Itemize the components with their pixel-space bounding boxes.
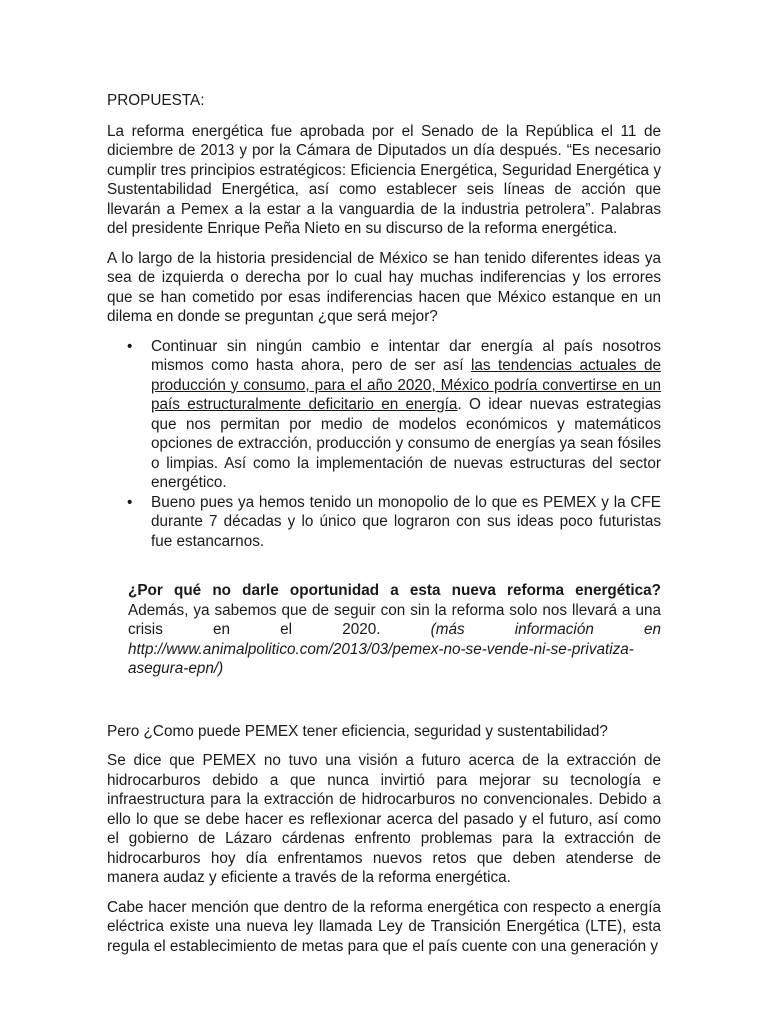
bullet-icon: • [127, 493, 133, 511]
paragraph-reform-approval: La reforma energética fue aprobada por el Senado de la República el 11 de diciembre de 2013 y por la Cámara de Diputados un día después. “Es necesario cumplir tres principios estratégicos: Eficiencia Energética, Seguridad Energética y Sustentabilidad Energética, así como establecer seis líneas de acción que llevarán a Pemex a la estar a la vanguardia de la industria petrolera”. Palabras del presidente Enrique Peña Nieto en su discurso de la reforma energética. [107, 122, 661, 237]
paragraph-pemex-question: Pero ¿Como puede PEMEX tener eficiencia, seguridad y sustentabilidad? [107, 722, 608, 740]
paragraph-pemex-vision: Se dice que PEMEX no tuvo una visión a futuro acerca de la extracción de hidrocarburos debido a que nunca invirtió para mejorar su tecnología e infraestructura para la extracción de hidrocarburos no convencionales. Debido a ello lo que se debe hacer es reflexionar acerca del pasado y el futuro, así como el gobierno de Lázaro cárdenas enfrento problemas para la extracción de hidrocarburos hoy día enfrentamos nuevos retos que deben atenderse de manera audaz y eficiente a través de la reforma energética. [107, 752, 661, 886]
bullet-text: Bueno pues ya hemos tenido un monopolio de lo que es PEMEX y la CFE durante 7 décadas y lo único que lograron con sus ideas poco futuristas fue estancarnos. [151, 493, 661, 550]
paragraph-question [128, 581, 661, 679]
reference-note: (más información en http://www.animalpolitico.com/2013/03/pemex-no-se-vende-ni-se-privatiza-asegura-epn/) [128, 621, 661, 677]
document-page [107, 91, 661, 966]
document-heading: PROPUESTA: [107, 92, 205, 109]
options-list [107, 337, 661, 552]
underlined-quote: las tendencias actuales de producción y consumo, para el año 2020, México podría convertirse en un país estructuralmente deficitario en energía [151, 357, 661, 413]
question-bold: ¿Por qué no darle oportunidad a esta nueva reforma energética? [128, 582, 661, 599]
list-item [107, 493, 661, 552]
bullet-text-start: Continuar sin ningún cambio e intentar dar energía al país nosotros mismos como hasta ahora, pero de ser así [151, 337, 661, 374]
paragraph-presidential-history: A lo largo de la historia presidencial de México se han tenido diferentes ideas ya sea de izquierda o derecha por lo cual hay muchas indiferencias y los errores que se han cometido por esas indiferencias hacen que México estanque en un dilema en donde se preguntan ¿que será mejor? [107, 249, 661, 325]
list-item [107, 337, 661, 493]
bullet-text-end: . O idear nuevas estrategias que nos permitan por medio de modelos económicos y matemáticos opciones de extracción, producción y consumo de energías ya sean fósiles o limpias. Así como la implementación de nuevas estructuras del sector energético. [151, 396, 661, 491]
paragraph-lte: Cabe hacer mención que dentro de la reforma energética con respecto a energía eléctrica existe una nueva ley llamada Ley de Transición Energética (LTE), esta regula el establecimiento de metas para que el país cuente con una generación y [107, 898, 661, 955]
bullet-icon: • [127, 337, 133, 355]
question-text: Además, ya sabemos que de seguir con sin la reforma solo nos llevará a una crisis en el 2020. [128, 601, 661, 638]
